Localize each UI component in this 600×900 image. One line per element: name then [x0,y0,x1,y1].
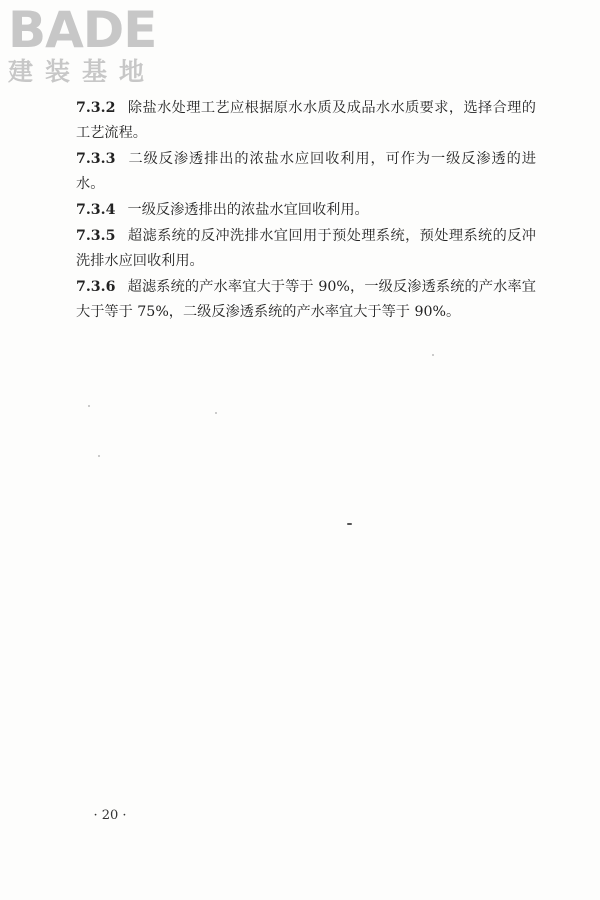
clause-7-3-5 [76,224,536,274]
scan-speck [215,412,217,414]
clause-7-3-2 [76,96,536,146]
clause-text: 超滤系统的产水率宜大于等于 90%，一级反渗透系统的产水率宜大于等于 75%，二级反渗透系统的产水率宜大于等于 90%。 [76,279,536,320]
clause-text: 除盐水处理工艺应根据原水水质及成品水水质要求，选择合理的工艺流程。 [76,100,536,141]
logo-subtitle: 建装基地 [8,57,157,86]
clause-number: 7.3.5 [76,228,116,244]
clause-number: 7.3.4 [76,202,116,218]
clause-number: 7.3.3 [76,151,116,167]
scan-speck [432,354,434,356]
watermark-logo [8,1,157,87]
clause-text: 一级反渗透排出的浓盐水宜回收利用。 [127,202,369,218]
scan-speck [98,455,100,457]
clause-number: 7.3.2 [76,100,116,116]
clause-number: 7.3.6 [76,279,116,295]
clause-text: 超滤系统的反冲洗排水宜回用于预处理系统，预处理系统的反冲洗排水应回收利用。 [76,228,536,269]
clause-7-3-4 [76,198,536,223]
clause-7-3-3 [76,147,536,197]
scan-speck [347,523,352,525]
logo-wordmark: BADE [8,1,157,59]
clause-text: 二级反渗透排出的浓盐水应回收利用，可作为一级反渗透的进水。 [76,151,536,192]
clause-7-3-6 [76,275,536,325]
page-number: · 20 · [93,808,127,823]
clause-list [76,96,536,326]
scan-speck [88,405,90,407]
